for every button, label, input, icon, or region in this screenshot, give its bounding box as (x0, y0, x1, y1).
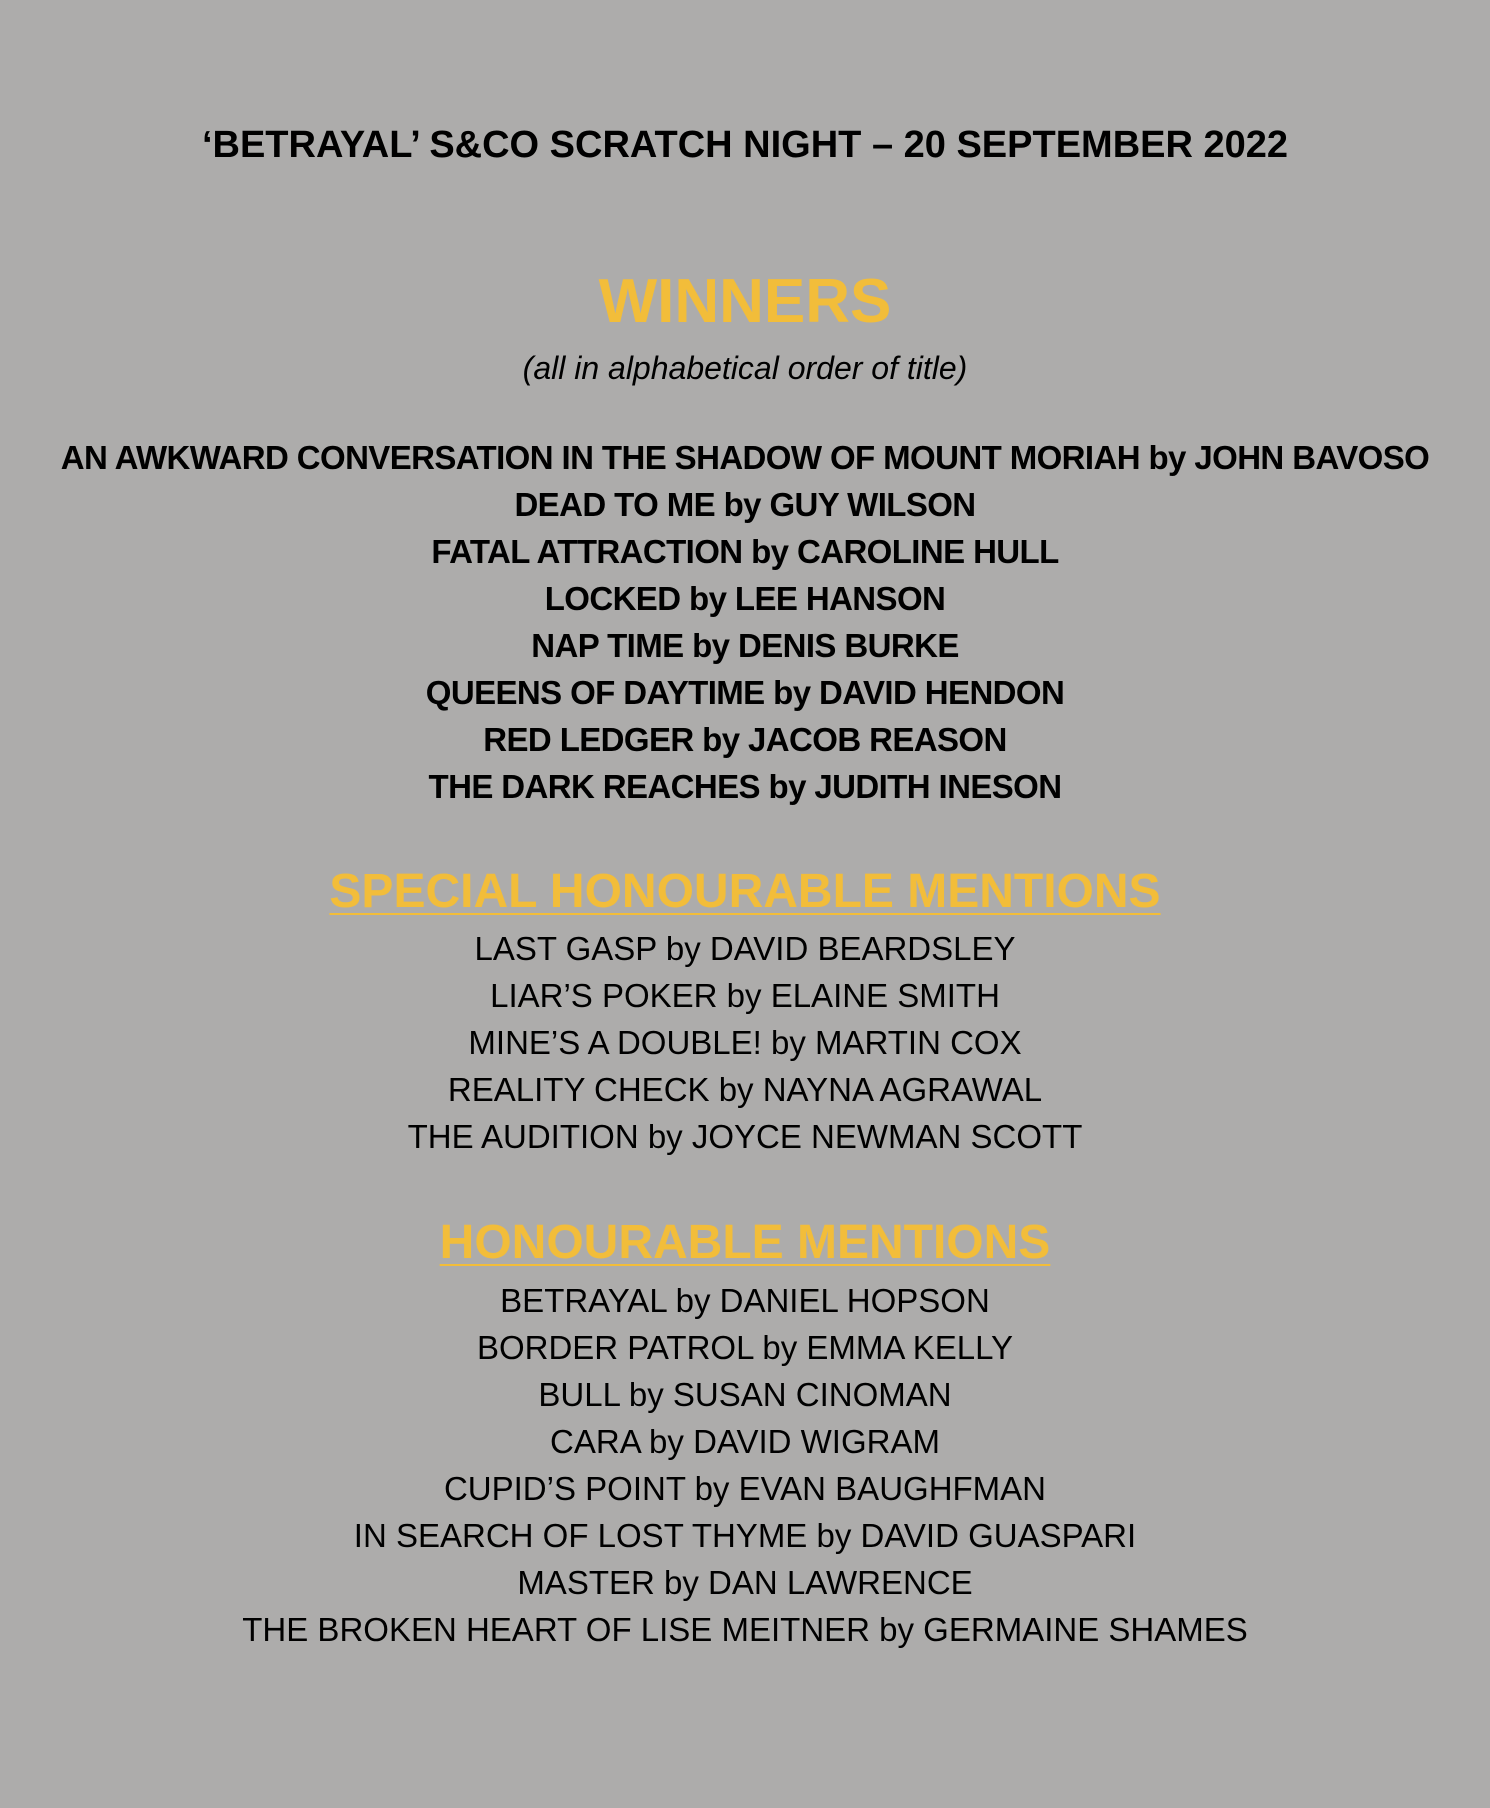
honourable-mention-item: MASTER by DAN LAWRENCE (517, 1564, 973, 1601)
winners-list (0, 434, 1490, 810)
special-honourable-mentions-list (0, 925, 1490, 1160)
honourable-mention-item: BETRAYAL by DANIEL HOPSON (500, 1282, 990, 1319)
special-mention-item: LAST GASP by DAVID BEARDSLEY (474, 930, 1016, 967)
honourable-mention-item: CARA by DAVID WIGRAM (550, 1423, 940, 1460)
winner-item: AN AWKWARD CONVERSATION IN THE SHADOW OF MOUNT MORIAH by JOHN BAVOSO (60, 439, 1430, 476)
special-mention-item: THE AUDITION by JOYCE NEWMAN SCOTT (407, 1118, 1083, 1155)
honourable-mention-item: BULL by SUSAN CINOMAN (538, 1376, 952, 1413)
winner-item: NAP TIME by DENIS BURKE (531, 627, 959, 664)
special-honourable-mentions-heading: SPECIAL HONOURABLE MENTIONS (329, 865, 1161, 918)
special-mention-item: LIAR’S POKER by ELAINE SMITH (490, 977, 1000, 1014)
special-mention-item: REALITY CHECK by NAYNA AGRAWAL (447, 1071, 1043, 1108)
winner-item: DEAD TO ME by GUY WILSON (514, 486, 976, 523)
winners-heading: WINNERS (598, 267, 892, 336)
honourable-mention-item: CUPID’S POINT by EVAN BAUGHFMAN (443, 1470, 1047, 1507)
honourable-mention-item: IN SEARCH OF LOST THYME by DAVID GUASPARI (353, 1517, 1137, 1554)
winner-item: THE DARK REACHES by JUDITH INESON (428, 768, 1062, 805)
honourable-mentions-list (0, 1277, 1490, 1653)
winner-item: QUEENS OF DAYTIME by DAVID HENDON (425, 674, 1065, 711)
winner-item: FATAL ATTRACTION by CAROLINE HULL (431, 533, 1059, 570)
page-title: ‘BETRAYAL’ S&CO SCRATCH NIGHT – 20 SEPTEMBER 2022 (201, 124, 1289, 166)
honourable-mentions-heading: HONOURABLE MENTIONS (439, 1216, 1051, 1269)
special-mention-item: MINE’S A DOUBLE! by MARTIN COX (468, 1024, 1022, 1061)
winner-item: RED LEDGER by JACOB REASON (483, 721, 1007, 758)
winners-note: (all in alphabetical order of title) (522, 350, 968, 386)
winner-item: LOCKED by LEE HANSON (544, 580, 946, 617)
honourable-mention-item: BORDER PATROL by EMMA KELLY (476, 1329, 1014, 1366)
honourable-mention-item: THE BROKEN HEART OF LISE MEITNER by GERMAINE SHAMES (242, 1611, 1248, 1648)
